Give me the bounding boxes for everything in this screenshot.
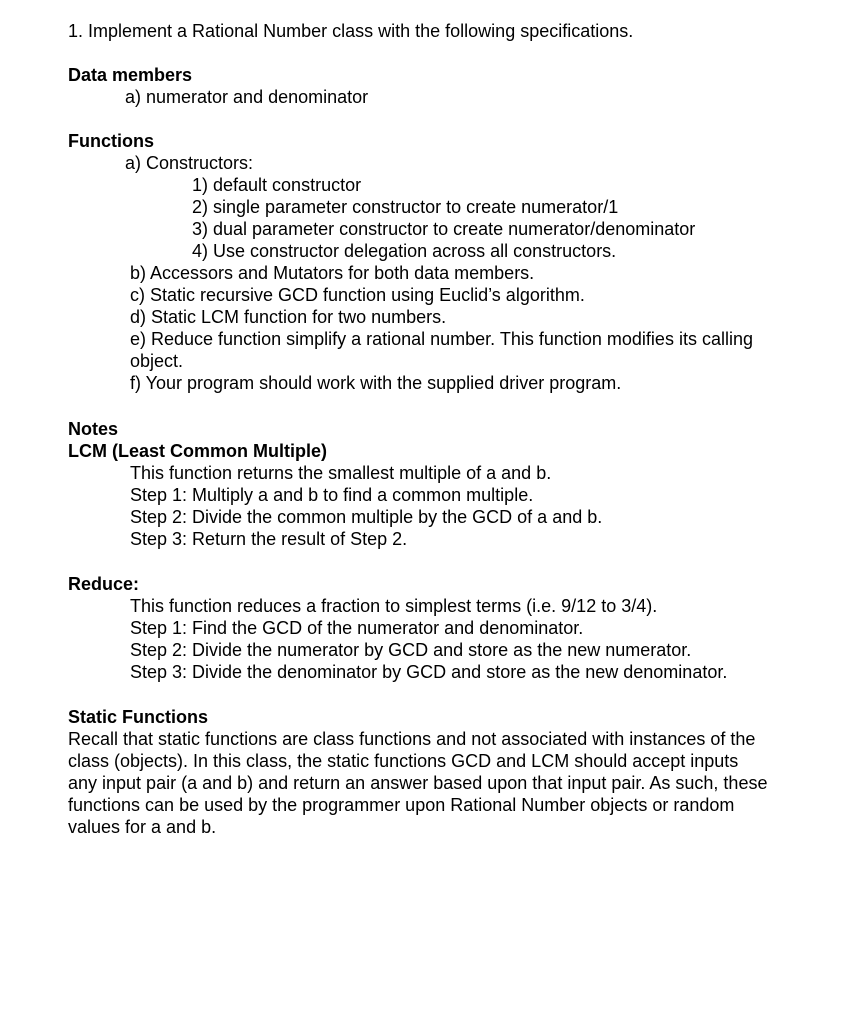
lcm-line: This function returns the smallest multiple of a and b. [130,463,552,483]
constructor-item: 4) Use constructor delegation across all constructors. [192,241,617,261]
reduce-line: Step 2: Divide the numerator by GCD and store as the new numerator. [130,640,692,660]
reduce-line: Step 1: Find the GCD of the numerator and denominator. [130,618,584,638]
functions-heading: Functions [68,131,154,151]
assignment-title: 1. Implement a Rational Number class with the following specifications. [68,21,634,41]
lcm-line: Step 3: Return the result of Step 2. [130,529,408,549]
static-functions-line: any input pair (a and b) and return an answer based upon that input pair. As such, these [68,773,768,793]
lcm-line: Step 2: Divide the common multiple by the GCD of a and b. [130,507,603,527]
constructor-item: 2) single parameter constructor to create numerator/1 [192,197,619,217]
notes-heading: Notes [68,419,119,439]
static-functions-line: functions can be used by the programmer upon Rational Number objects or random [68,795,735,815]
function-item: b) Accessors and Mutators for both data members. [130,263,535,283]
static-functions-heading: Static Functions [68,707,209,727]
reduce-line: Step 3: Divide the denominator by GCD and store as the new denominator. [130,662,728,682]
lcm-line: Step 1: Multiply a and b to find a common multiple. [130,485,534,505]
constructor-item: 3) dual parameter constructor to create numerator/denominator [192,219,696,239]
lcm-heading: LCM (Least Common Multiple) [68,441,327,461]
function-item: c) Static recursive GCD function using Euclid’s algorithm. [130,285,585,305]
function-item: d) Static LCM function for two numbers. [130,307,447,327]
static-functions-line: class (objects). In this class, the static functions GCD and LCM should accept inputs [68,751,739,771]
constructor-item: 1) default constructor [192,175,362,195]
static-functions-line: Recall that static functions are class functions and not associated with instances of the [68,729,756,749]
static-functions-line: values for a and b. [68,817,217,837]
reduce-heading: Reduce: [68,574,140,594]
reduce-line: This function reduces a fraction to simplest terms (i.e. 9/12 to 3/4). [130,596,658,616]
function-item: e) Reduce function simplify a rational number. This function modifies its calling [130,329,753,349]
data-member-item: a) numerator and denominator [125,87,369,107]
function-item: f) Your program should work with the supplied driver program. [130,373,622,393]
constructors-label: a) Constructors: [125,153,254,173]
function-item-continuation: object. [130,351,184,371]
data-members-heading: Data members [68,65,193,85]
